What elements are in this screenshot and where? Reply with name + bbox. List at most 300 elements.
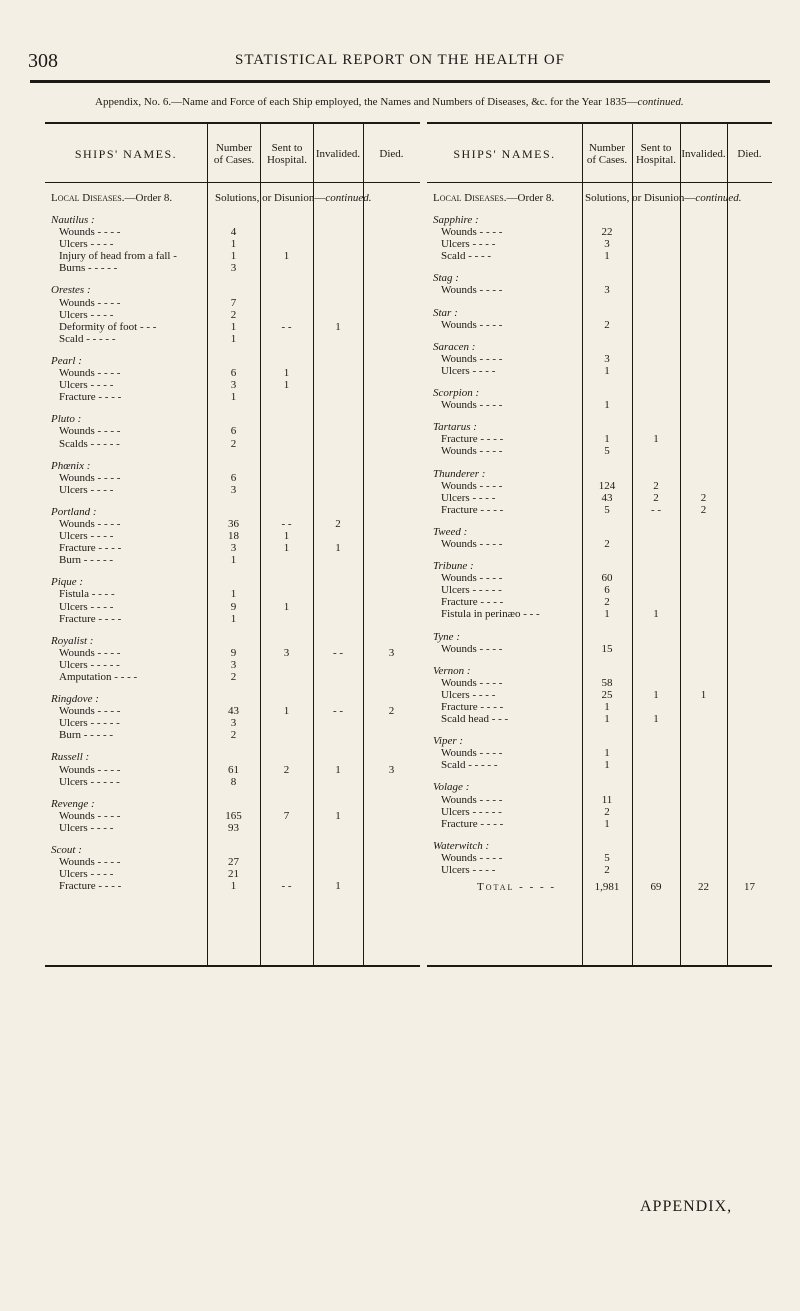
died-cell: 3: [388, 646, 395, 659]
disease-name: Injury of head from a fall -: [59, 250, 177, 263]
hospital-cell: 2: [283, 763, 290, 776]
invalided-cell: 1: [335, 880, 341, 893]
ship-name-row: [45, 506, 420, 518]
disease-name: Wounds - - - -: [441, 793, 503, 806]
invalided-cell: - -: [332, 705, 344, 718]
header-died: Died.: [379, 148, 404, 160]
row-spacer: [427, 655, 772, 665]
cases-cell: 1: [230, 554, 237, 567]
ship-name: Saracen :: [433, 340, 476, 353]
row-spacer: [427, 297, 772, 307]
table-row: [45, 764, 420, 776]
cases-cell: 2: [604, 864, 610, 877]
cases-cell: 1: [604, 713, 610, 726]
ship-name-row: [427, 272, 772, 284]
table-row: [427, 806, 772, 818]
disease-name: Fracture - - - -: [441, 433, 504, 446]
hospital-cell: - -: [281, 517, 292, 530]
cases-cell: 1: [230, 238, 237, 251]
header-number-of-cases: Number of Cases.: [213, 142, 255, 166]
disease-name: Burns - - - - -: [59, 262, 118, 275]
ship-name: Scorpion :: [433, 387, 480, 400]
table-row: [427, 794, 772, 806]
table-row: [427, 480, 772, 492]
total-died-cell: 17: [744, 881, 755, 894]
row-spacer: [427, 725, 772, 735]
disease-name: Ulcers - - - -: [441, 364, 496, 377]
cases-cell: 3: [604, 352, 610, 365]
disease-name: Deformity of foot - - -: [59, 320, 157, 333]
died-cell: 3: [388, 763, 395, 776]
total-hospital-cell: 69: [650, 881, 662, 894]
invalided-cell: 2: [700, 491, 707, 504]
ship-name: Scout :: [51, 844, 82, 857]
row-spacer: [45, 496, 420, 506]
disease-name: Ulcers - - - -: [59, 530, 114, 543]
invalided-cell: 1: [335, 763, 341, 776]
table-row: [427, 445, 772, 457]
disease-name: Fracture - - - -: [59, 542, 122, 555]
disease-name: Wounds - - - -: [59, 809, 121, 822]
table-row: [427, 226, 772, 238]
disease-name: Wounds - - - -: [441, 676, 503, 689]
page-number: 308: [28, 50, 58, 72]
ship-name-row: [45, 798, 420, 810]
cases-cell: 4: [230, 226, 237, 239]
disease-name: Wounds - - - -: [59, 856, 121, 869]
table-row: [427, 538, 772, 550]
table-row: [427, 365, 772, 377]
cases-cell: 22: [601, 226, 613, 239]
ship-name: Ringdove :: [51, 693, 99, 706]
cases-cell: 2: [604, 805, 610, 818]
disease-name: Ulcers - - - -: [59, 483, 114, 496]
disease-name: Wounds - - - -: [441, 226, 503, 239]
table-row: [45, 880, 420, 892]
disease-name: Burn - - - - -: [59, 554, 114, 567]
disease-name: Fracture - - - -: [59, 391, 122, 404]
hospital-cell: - -: [281, 320, 292, 333]
row-spacer: [427, 550, 772, 560]
disease-name: Scalds - - - - -: [59, 437, 120, 450]
disease-name: Fistula - - - -: [59, 588, 115, 601]
cases-cell: 27: [228, 856, 239, 869]
ship-name-row: [45, 576, 420, 588]
cases-cell: 15: [601, 642, 613, 655]
disease-name: Ulcers - - - -: [59, 868, 114, 881]
row-spacer: [45, 625, 420, 635]
table-row: [45, 226, 420, 238]
ship-name-row: [427, 307, 772, 319]
cases-cell: 1: [230, 880, 237, 893]
disease-name: Ulcers - - - -: [59, 379, 114, 392]
catchword-footer: APPENDIX,: [640, 1198, 733, 1215]
disease-name: Ulcers - - - -: [59, 308, 114, 321]
cases-cell: 1: [230, 391, 237, 404]
ship-name-row: [45, 460, 420, 472]
died-cell: 2: [388, 705, 395, 718]
disease-name: Wounds - - - -: [441, 537, 503, 550]
disease-name: Wounds - - - -: [59, 425, 121, 438]
disease-name: Ulcers - - - - -: [59, 717, 120, 730]
table-row: [45, 391, 420, 403]
row-spacer: [45, 566, 420, 576]
row-spacer: [427, 458, 772, 468]
cases-cell: 5: [604, 503, 610, 516]
disease-name: Wounds - - - -: [441, 479, 503, 492]
table-row: [45, 297, 420, 309]
cases-cell: 3: [230, 717, 237, 730]
table-row: [427, 677, 772, 689]
right-rows: [427, 214, 772, 898]
ship-name: Viper :: [433, 735, 464, 748]
right-table-top-rule: [427, 122, 772, 124]
cases-cell: 3: [604, 284, 610, 297]
hospital-cell: 1: [283, 600, 290, 613]
table-row: [427, 713, 772, 725]
table-row: [45, 705, 420, 717]
ship-name: Vernon :: [433, 664, 471, 677]
table-row: [45, 659, 420, 671]
table-row: [45, 856, 420, 868]
disease-name: Fracture - - - -: [441, 701, 504, 713]
cases-cell: 21: [228, 868, 239, 881]
ship-name-row: [427, 421, 772, 433]
table-row: [45, 729, 420, 741]
table-row: [45, 484, 420, 496]
disease-name: Wounds - - - -: [59, 367, 121, 380]
table-row: [427, 689, 772, 701]
row-spacer: [45, 274, 420, 284]
cases-cell: 6: [230, 367, 237, 380]
disease-name: Ulcers - - - -: [59, 600, 114, 613]
row-spacer: [45, 683, 420, 693]
cases-cell: 8: [230, 775, 237, 788]
hospital-cell: 1: [283, 705, 290, 718]
ship-name: Star :: [433, 306, 458, 319]
table-row: [427, 284, 772, 296]
hospital-cell: 7: [283, 809, 290, 822]
header-died: Died.: [737, 148, 762, 160]
disease-name: Amputation - - - -: [59, 671, 138, 683]
hospital-cell: 2: [653, 491, 659, 504]
invalided-cell: 1: [700, 688, 707, 701]
hospital-cell: - -: [650, 503, 662, 516]
ship-name-row: [427, 468, 772, 480]
ship-name-row: [427, 526, 772, 538]
cases-cell: 1: [230, 612, 237, 625]
cases-cell: 61: [228, 763, 239, 776]
cases-cell: 1: [230, 332, 237, 345]
cases-cell: 2: [230, 671, 237, 683]
table-row: [45, 613, 420, 625]
table-row: [45, 309, 420, 321]
cases-cell: 2: [230, 308, 237, 321]
ship-name-row: [427, 214, 772, 226]
table-row: [45, 601, 420, 613]
table-row: [45, 671, 420, 683]
disease-name: Ulcers - - - -: [59, 238, 114, 251]
disease-name: Fistula in perinæo - - -: [441, 608, 540, 621]
cases-cell: 3: [230, 379, 237, 392]
cases-cell: 18: [228, 530, 239, 543]
ship-name-row: [45, 693, 420, 705]
cases-cell: 43: [601, 491, 613, 504]
left-table: [45, 122, 420, 967]
hospital-cell: 1: [283, 367, 290, 380]
cases-cell: 1: [604, 701, 610, 713]
invalided-cell: 1: [335, 320, 341, 333]
table-row: [45, 379, 420, 391]
ship-name: Waterwitch :: [433, 839, 490, 852]
row-spacer: [45, 741, 420, 751]
invalided-cell: 2: [335, 517, 341, 530]
cases-cell: 58: [601, 676, 613, 689]
disease-name: Burn - - - - -: [59, 729, 114, 742]
table-row: [45, 438, 420, 450]
ship-name: Tartarus :: [433, 421, 477, 434]
table-row: [427, 759, 772, 771]
disease-name: Wounds - - - -: [59, 226, 121, 239]
ship-name-row: [427, 341, 772, 353]
ship-name: Thunderer :: [433, 467, 486, 480]
disease-name: Wounds - - - -: [441, 642, 503, 655]
disease-name: Wounds - - - -: [441, 352, 503, 365]
cases-cell: 3: [230, 483, 237, 496]
disease-name: Wounds - - - -: [59, 763, 121, 776]
hospital-cell: 1: [653, 688, 659, 701]
table-row: [45, 333, 420, 345]
header-sent-to-hospital: Sent to Hospital.: [266, 142, 308, 166]
ship-name: Pique :: [51, 576, 84, 589]
cases-cell: 7: [230, 296, 237, 309]
ship-name-row: [45, 635, 420, 647]
disease-name: Wounds - - - -: [441, 445, 503, 458]
row-spacer: [427, 830, 772, 840]
disease-name: Ulcers - - - - -: [441, 805, 502, 818]
top-rule: [30, 80, 770, 83]
ship-name-row: [427, 387, 772, 399]
disease-name: Ulcers - - - -: [441, 491, 496, 504]
cases-cell: 1: [604, 608, 610, 621]
table-row: [427, 572, 772, 584]
header-ships-names: SHIPS' NAMES.: [453, 147, 556, 161]
row-spacer: [45, 345, 420, 355]
caption-continued: continued.: [637, 96, 684, 108]
table-row: [45, 367, 420, 379]
right-header-rule: [427, 182, 772, 183]
table-row: [45, 588, 420, 600]
disease-name: Scald - - - - -: [441, 759, 498, 772]
cases-cell: 5: [604, 851, 610, 864]
disease-name: Ulcers - - - -: [441, 238, 496, 251]
cases-cell: 43: [228, 705, 239, 718]
disease-name: Wounds - - - -: [59, 296, 121, 309]
ship-name: Nautilus :: [51, 214, 95, 226]
row-spacer: [427, 331, 772, 341]
ship-name-row: [45, 413, 420, 425]
total-row: [427, 876, 772, 898]
right-table: [427, 122, 772, 967]
total-cases-cell: 1,981: [594, 881, 620, 894]
table-row: [45, 542, 420, 554]
section-label: Local Diseases.—Order 8.: [51, 192, 173, 204]
table-row: [45, 776, 420, 788]
table-row: [427, 433, 772, 445]
ship-name: Tweed :: [433, 525, 468, 538]
ship-name: Pluto :: [51, 413, 82, 426]
cases-cell: 5: [604, 445, 610, 458]
disease-name: Wounds - - - -: [441, 572, 503, 585]
right-table-bottom-rule: [427, 965, 772, 967]
row-spacer: [45, 788, 420, 798]
table-row: [45, 472, 420, 484]
disease-name: Wounds - - - -: [59, 517, 121, 530]
table-row: [45, 238, 420, 250]
ship-name-row: [427, 781, 772, 793]
ship-name: Portland :: [51, 505, 97, 518]
cases-cell: 9: [230, 646, 237, 659]
hospital-cell: 2: [653, 479, 659, 492]
cases-cell: 1: [230, 588, 237, 601]
table-row: [427, 852, 772, 864]
ship-name: Volage :: [433, 781, 470, 794]
table-row: [427, 643, 772, 655]
disease-name: Fracture - - - -: [441, 817, 504, 830]
cases-cell: 36: [228, 517, 239, 530]
disease-name: Wounds - - - -: [59, 646, 121, 659]
cases-cell: 1: [230, 320, 237, 333]
table-row: [427, 584, 772, 596]
cases-cell: 3: [230, 262, 237, 275]
ship-name-row: [427, 560, 772, 572]
cases-cell: 11: [601, 793, 613, 806]
table-row: [45, 321, 420, 333]
cases-cell: 2: [604, 537, 610, 550]
cases-cell: 25: [601, 688, 613, 701]
disease-name: Wounds - - - -: [59, 705, 121, 718]
disease-name: Fracture - - - -: [441, 596, 504, 609]
disease-name: Fracture - - - -: [59, 612, 122, 625]
ship-name: Phœnix :: [51, 459, 91, 472]
cases-cell: 1: [604, 747, 610, 760]
hospital-cell: 1: [653, 608, 659, 621]
hospital-cell: - -: [281, 880, 292, 893]
row-spacer: [45, 450, 420, 460]
ship-name: Royalist :: [51, 634, 94, 647]
hospital-cell: 1: [653, 433, 659, 446]
disease-name: Wounds - - - -: [441, 851, 503, 864]
cases-cell: 1: [604, 364, 610, 377]
row-spacer: [427, 411, 772, 421]
invalided-cell: 2: [700, 503, 707, 516]
table-row: [427, 818, 772, 830]
ship-name: Sapphire :: [433, 214, 479, 226]
section-heading: [427, 192, 772, 206]
table-row: [427, 504, 772, 516]
ship-name-row: [45, 751, 420, 763]
cases-cell: 3: [604, 238, 610, 251]
table-row: [427, 596, 772, 608]
disease-name: Scald - - - -: [441, 250, 492, 263]
cases-cell: 124: [598, 479, 616, 492]
disease-name: Wounds - - - -: [441, 747, 503, 760]
table-row: [427, 319, 772, 331]
hospital-cell: 1: [283, 379, 290, 392]
cases-cell: 93: [228, 821, 239, 834]
ship-name: Russell :: [51, 751, 90, 764]
cases-cell: 60: [601, 572, 613, 585]
table-row: [45, 518, 420, 530]
table-row: [427, 608, 772, 620]
cases-cell: 1: [604, 399, 610, 412]
table-row: [45, 262, 420, 274]
hospital-cell: 3: [283, 646, 290, 659]
disease-name: Fracture - - - -: [59, 880, 122, 893]
ship-name-row: [427, 735, 772, 747]
table-row: [427, 492, 772, 504]
section-continued: Solutions, or Disunion—continued.: [585, 192, 742, 204]
disease-name: Wounds - - - -: [441, 318, 503, 331]
ship-name-row: [45, 214, 420, 226]
ship-name-row: [45, 284, 420, 296]
cases-cell: 1: [230, 250, 237, 263]
ship-name-row: [45, 355, 420, 367]
table-row: [45, 647, 420, 659]
ship-name-row: [427, 840, 772, 852]
cases-cell: 6: [604, 584, 610, 597]
table-row: [45, 868, 420, 880]
table-row: [45, 530, 420, 542]
disease-name: Wounds - - - -: [441, 399, 503, 412]
cases-cell: 1: [604, 250, 610, 263]
table-row: [45, 717, 420, 729]
table-row: [45, 250, 420, 262]
cases-cell: 3: [230, 658, 237, 671]
table-row: [427, 701, 772, 713]
ship-name: Pearl :: [51, 354, 82, 367]
row-spacer: [45, 834, 420, 844]
row-spacer: [427, 771, 772, 781]
cases-cell: 2: [230, 729, 237, 742]
total-label: Total - - - -: [477, 881, 557, 894]
header-ships-names: SHIPS' NAMES.: [74, 147, 178, 161]
row-spacer: [45, 403, 420, 413]
disease-name: Ulcers - - - -: [441, 864, 496, 877]
header-invalided: Invalided.: [315, 148, 361, 160]
cases-cell: 165: [225, 809, 242, 822]
invalided-cell: - -: [332, 646, 344, 659]
hospital-cell: 1: [653, 713, 659, 726]
invalided-cell: 1: [335, 542, 341, 555]
ship-name: Stag :: [433, 272, 459, 285]
ship-name: Tribune :: [433, 560, 474, 573]
cases-cell: 2: [604, 318, 610, 331]
ship-name: Orestes :: [51, 284, 91, 297]
invalided-cell: 1: [335, 809, 341, 822]
hospital-cell: 1: [283, 250, 290, 263]
section-continued: Solutions, or Disunion—continued.: [215, 192, 372, 204]
table-row: [427, 864, 772, 876]
table-row: [427, 238, 772, 250]
disease-name: Ulcers - - - - -: [59, 775, 120, 788]
table-row: [45, 554, 420, 566]
table-row: [45, 425, 420, 437]
table-row: [427, 747, 772, 759]
header-number-of-cases: Number of Cases.: [586, 142, 628, 166]
caption-lead: Appendix, No. 6.—Name and Force of each Ship employed, the Names and Numbers of Diseases, &c. for the Year 1835—: [95, 96, 638, 108]
disease-name: Ulcers - - - - -: [441, 584, 502, 597]
